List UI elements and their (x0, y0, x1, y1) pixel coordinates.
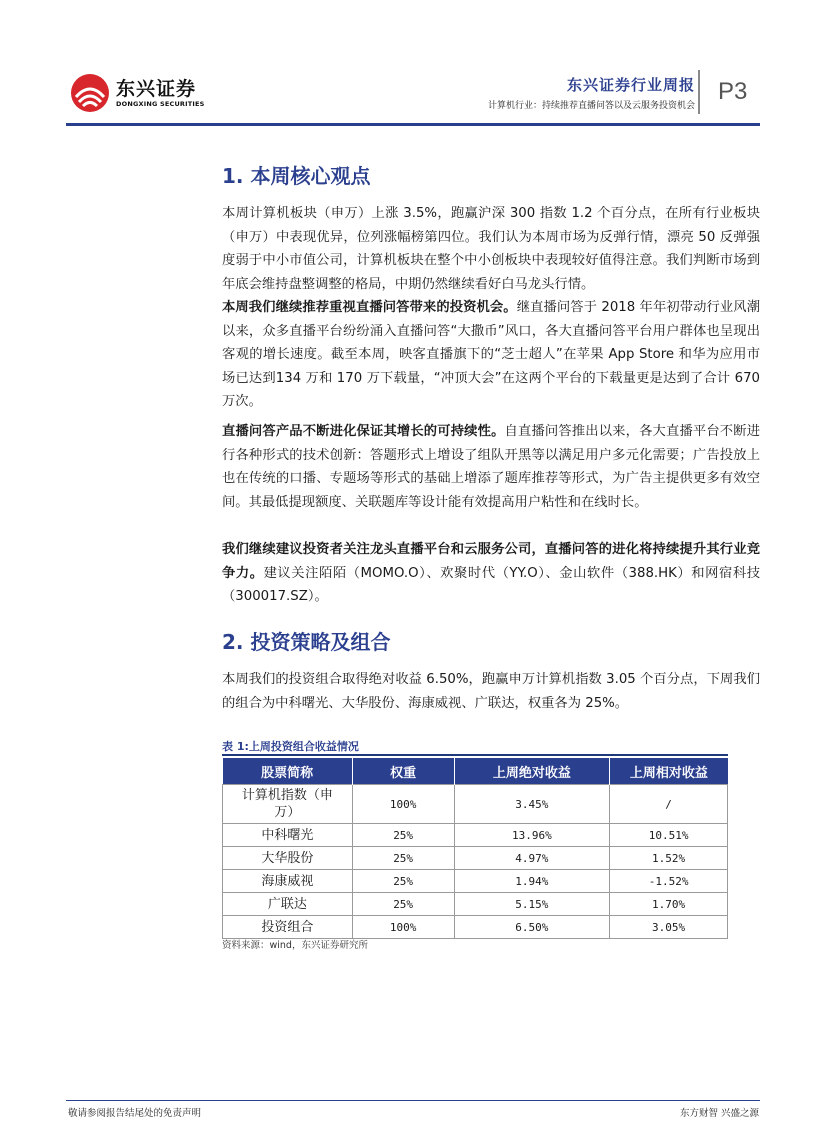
cell-stock-name: 大华股份 (223, 847, 353, 870)
logo-english-name: DONGXING SECURITIES (116, 100, 205, 108)
paragraph-lead-bold: 直播问答产品不断进化保证其增长的可持续性。 (222, 424, 505, 439)
table-source-note: 资料来源：wind，东兴证券研究所 (222, 940, 368, 951)
paragraph-body: 继直播问答于 2018 年年初带动行业风潮以来，众多直播平台纷纷涌入直播问答“大撒币”风口，各大直播问答平台用户群体也呈现出客观的增长速度。截至本周，映客直播旗下的“芝士超人”在苹果 App Store 和华为应用市场已达到134 万和 170 万下载量，“冲顶大会”在这两个平台的下载量更是达到了合计 670 万次。 (222, 300, 760, 410)
report-series-title: 东兴证券行业周报 (566, 76, 695, 94)
table-row (223, 824, 728, 847)
table-row (223, 870, 728, 893)
logo-mark-icon (70, 73, 110, 113)
cell-stock-name: 海康威视 (223, 870, 353, 893)
header-stock-name: 股票简称 (223, 758, 353, 785)
header-weight: 权重 (352, 758, 454, 785)
paragraph-body: 建议关注陌陌（MOMO.O）、欢聚时代（YY.O）、金山软件（388.HK）和网宿科技（300017.SZ）。 (222, 565, 760, 605)
cell-stock-name: 广联达 (223, 893, 353, 916)
table-row (223, 847, 728, 870)
cell-weight: 25% (352, 847, 454, 870)
cell-weight: 100% (352, 916, 454, 939)
paragraph-live-quiz-opportunity (222, 296, 760, 414)
section-2-heading: 2. 投资策略及组合 (222, 630, 391, 654)
header-relative-return: 上周相对收益 (610, 758, 728, 785)
paragraph-market-summary: 本周计算机板块（申万）上涨 3.5%，跑赢沪深 300 指数 1.2 个百分点，在所有行业板块（申万）中表现优异，位列涨幅榜第四位。我们认为本周市场为反弹行情，漂亮 50 反弹强度弱于中小市值公司，计算机板块在整个中小创板块中表现较好值得注意。我们判断市场到年底会维持盘整调整的格局，中期仍然继续看好白马龙头行情。 (222, 206, 760, 292)
logo-chinese-name: 东兴证券 (116, 78, 197, 100)
footer-disclaimer-note: 敬请参阅报告结尾处的免责声明 (68, 1108, 202, 1119)
portfolio-returns-table (222, 758, 728, 939)
footer-rule (66, 1100, 760, 1101)
table-caption: 表 1:上周投资组合收益情况 (222, 740, 359, 753)
section-1-heading: 1. 本周核心观点 (222, 164, 371, 188)
table-row (223, 893, 728, 916)
paragraph-recommendation (222, 538, 760, 609)
cell-stock-name: 投资组合 (223, 916, 353, 939)
header-rule (66, 123, 760, 126)
cell-relative-return: 1.52% (610, 847, 728, 870)
table-row (223, 785, 728, 824)
cell-absolute-return: 5.15% (454, 893, 610, 916)
company-logo (70, 72, 205, 114)
paragraph-body: 自直播问答推出以来，各大直播平台不断进行各种形式的技术创新：答题形式上增设了组队开黑等以满足用户多元化需要；广告投放上也在传统的口播、专题场等形式的基础上增添了题库推荐等形式，为广告主提供更多有效空间。其最低提现额度、关联题库等设计能有效提高用户粘性和在线时长。 (222, 424, 761, 510)
header-divider (698, 70, 700, 114)
page-number: P3 (718, 78, 748, 105)
cell-relative-return: 10.51% (610, 824, 728, 847)
cell-weight: 25% (352, 824, 454, 847)
cell-stock-name: 中科曙光 (223, 824, 353, 847)
cell-absolute-return: 6.50% (454, 916, 610, 939)
cell-weight: 25% (352, 870, 454, 893)
cell-weight: 25% (352, 893, 454, 916)
paragraph-lead-bold: 本周我们继续推荐重视直播问答带来的投资机会。 (222, 300, 517, 315)
cell-absolute-return: 13.96% (454, 824, 610, 847)
paragraph-lead-bold: 我们继续建议投资者关注龙头直播平台和云服务公司，直播问答的进化将持续提升其行业竞争力。 (222, 542, 760, 581)
table-row (223, 916, 728, 939)
cell-relative-return: 3.05% (610, 916, 728, 939)
table-top-rule (222, 754, 728, 756)
paragraph-portfolio-strategy: 本周我们的投资组合取得绝对收益 6.50%，跑赢申万计算机指数 3.05 个百分点，下周我们的组合为中科曙光、大华股份、海康威视、广联达，权重各为 25%。 (222, 672, 760, 711)
cell-stock-name: 计算机指数（申万） (223, 785, 353, 824)
cell-absolute-return: 4.97% (454, 847, 610, 870)
cell-relative-return: -1.52% (610, 870, 728, 893)
header-absolute-return: 上周绝对收益 (454, 758, 610, 785)
footer-slogan: 东方财智 兴盛之源 (679, 1108, 759, 1119)
table-header-row (223, 758, 728, 785)
report-subtitle: 计算机行业：持续推荐直播问答以及云服务投资机会 (487, 101, 695, 111)
cell-relative-return: 1.70% (610, 893, 728, 916)
cell-absolute-return: 3.45% (454, 785, 610, 824)
cell-relative-return: / (610, 785, 728, 824)
paragraph-product-evolution (222, 420, 760, 514)
cell-weight: 100% (352, 785, 454, 824)
cell-absolute-return: 1.94% (454, 870, 610, 893)
